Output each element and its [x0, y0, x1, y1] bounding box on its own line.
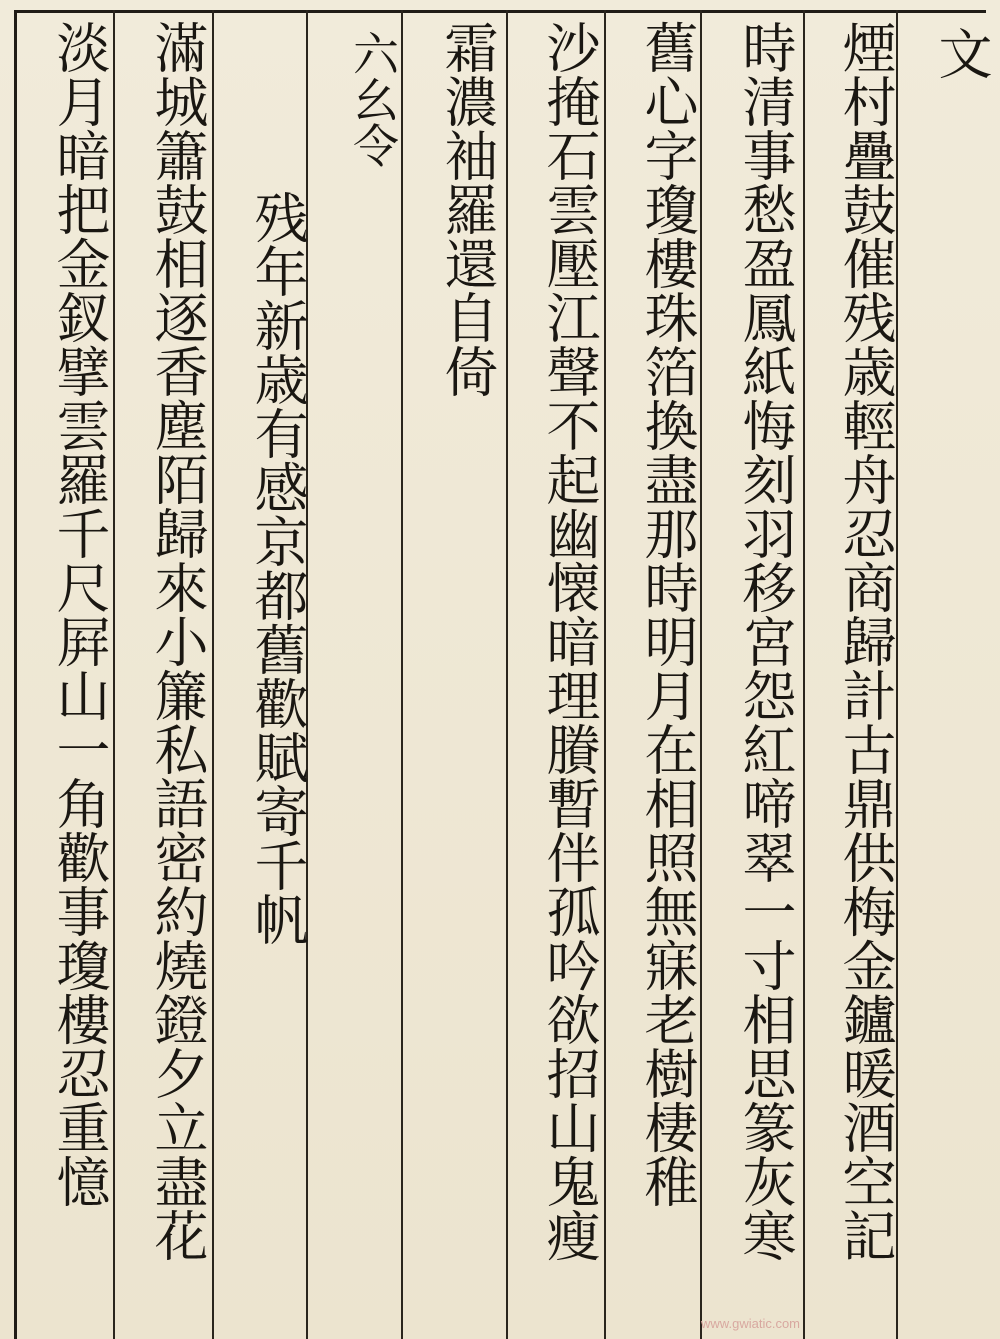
frame-top-border [14, 10, 986, 13]
text-column-5: 霜濃袖羅還自倚 [436, 20, 499, 398]
column-rule [401, 10, 403, 1339]
column-rule [803, 10, 805, 1339]
text-column-8: 滿城簫鼓相逐香塵陌歸來小簾私語密約燒鐙夕立盡花 [146, 20, 209, 1262]
text-column-3: 舊心字瓊樓珠箔換盡那時明月在相照無寐老樹棲稚 [636, 20, 699, 1208]
column-rule [212, 10, 214, 1339]
subtitle-column: 残年新歳有感京都舊歡賦寄千帆 [246, 190, 309, 946]
heading-column: 文 [930, 26, 993, 80]
frame-left-border [14, 10, 17, 1339]
text-column-1: 煙村疊鼓催残歳輕舟忍商歸計古鼎供梅金鑪暖酒空記 [834, 20, 897, 1262]
watermark-text: www.gwiatic.com [701, 1316, 800, 1331]
text-column-2: 時清事愁盈鳳紙悔刻羽移宮怨紅啼翠一寸相思篆灰寒 [734, 20, 797, 1262]
column-rule [113, 10, 115, 1339]
column-rule [506, 10, 508, 1339]
title-column: 六幺令 [346, 30, 400, 168]
column-rule [700, 10, 702, 1339]
column-rule [604, 10, 606, 1339]
text-column-4: 沙掩石雲壓江聲不起幽懐暗理賸暫伴孤吟欲招山鬼瘦 [538, 20, 601, 1262]
text-column-9: 淡月暗把金釵擘雲羅千尺屛山一角歡事瓊樓忍重憶 [48, 20, 111, 1208]
